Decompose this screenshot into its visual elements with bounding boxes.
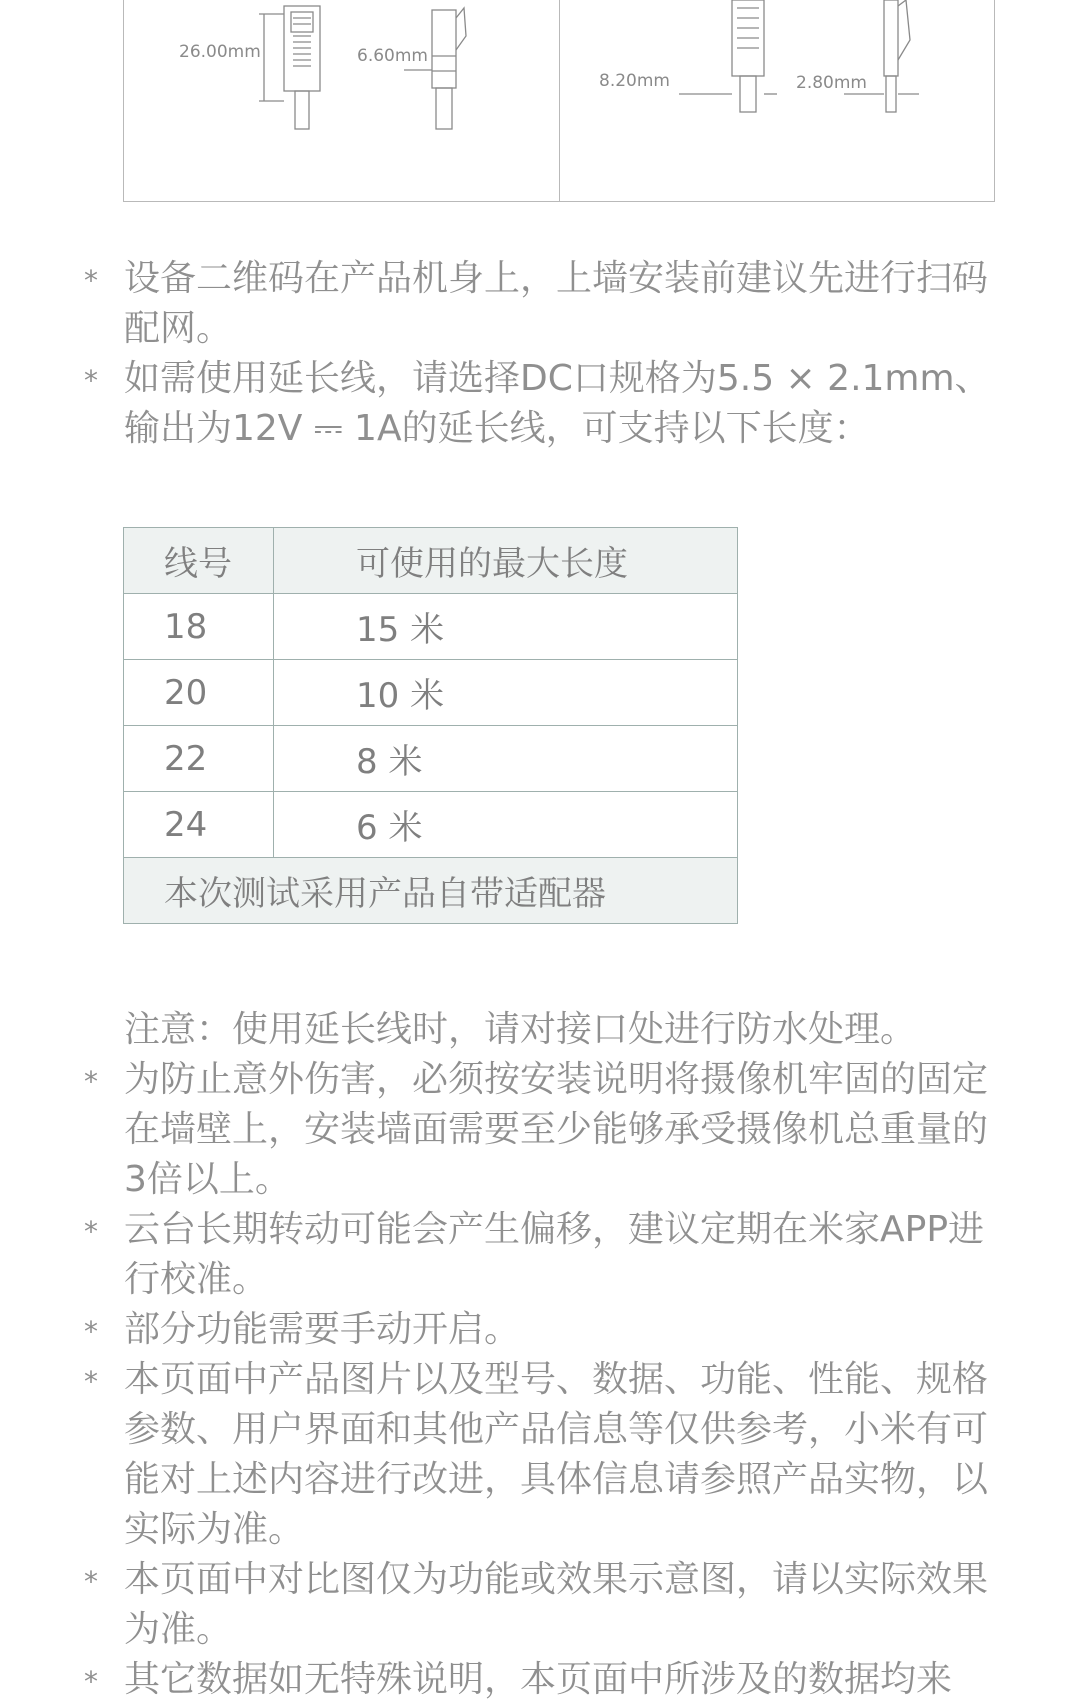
cell-max-length: 10 米 [274, 660, 738, 726]
note-text: 本页面中对比图仅为功能或效果示意图，请以实际效果为准。 [124, 1559, 989, 1650]
dc-plug-side-drawing [824, 0, 944, 121]
note-reference-only [0, 1355, 1080, 1555]
header-max-length: 可使用的最大长度 [274, 528, 738, 594]
table-header-row [124, 528, 738, 594]
table-row [124, 594, 738, 660]
note-marker: * [84, 364, 98, 397]
note-text: 为防止意外伤害，必须按安装说明将摄像机牢固的固定在墙壁上，安装墙面需要至少能够承受摄像机总重量的3倍以上。 [124, 1059, 989, 1200]
note-marker: * [84, 264, 98, 297]
note-mounting-safety [0, 1055, 1080, 1205]
notice-text: 注意：使用延长线时，请对接口处进行防水处理。 [124, 1009, 917, 1050]
note-extension-cable [0, 354, 1080, 454]
note-marker: * [84, 1215, 98, 1248]
header-wire-gauge: 线号 [124, 528, 274, 594]
table-row [124, 726, 738, 792]
note-qr-code [0, 254, 1080, 354]
waterproof-notice [0, 1005, 1080, 1055]
height-dimension-label: 26.00mm [179, 42, 261, 62]
cell-wire-gauge: 22 [124, 726, 274, 792]
note-marker: * [84, 1065, 98, 1098]
table-footer-note: 本次测试采用产品自带适配器 [124, 858, 738, 924]
notes-top [0, 254, 1080, 454]
note-text: 部分功能需要手动开启。 [124, 1309, 521, 1350]
width-dimension-label: 8.20mm [599, 71, 670, 91]
rj45-connector-front-drawing [259, 0, 389, 136]
cell-max-length: 8 米 [274, 726, 738, 792]
note-marker: * [84, 1665, 98, 1698]
thickness-dimension-label: 6.60mm [357, 46, 428, 66]
cell-wire-gauge: 24 [124, 792, 274, 858]
note-calibration [0, 1205, 1080, 1305]
note-text: 如需使用延长线，请选择DC口规格为5.5 × 2.1mm、输出为12V ⎓ 1A的延长线，可支持以下长度： [124, 358, 991, 449]
diagram-divider [559, 0, 560, 202]
cell-wire-gauge: 18 [124, 594, 274, 660]
note-text: 设备二维码在产品机身上，上墙安装前建议先进行扫码配网。 [124, 258, 989, 349]
note-marker: * [84, 1365, 98, 1398]
cell-max-length: 6 米 [274, 792, 738, 858]
note-text: 其它数据如无特殊说明，本页面中所涉及的数据均来 [124, 1659, 953, 1700]
cell-wire-gauge: 20 [124, 660, 274, 726]
rj45-connector-side-drawing [404, 0, 514, 136]
notes-bottom [0, 1005, 1080, 1705]
table-row [124, 792, 738, 858]
thickness-dimension-label-right: 2.80mm [796, 73, 867, 93]
cable-length-table [123, 527, 738, 924]
note-text: 本页面中产品图片以及型号、数据、功能、性能、规格参数、用户界面和其他产品信息等仅供参考，小米有可能对上述内容进行改进，具体信息请参照产品实物，以实际为准。 [124, 1359, 989, 1550]
note-marker: * [84, 1315, 98, 1348]
cell-max-length: 15 米 [274, 594, 738, 660]
connector-dimension-diagram [123, 0, 995, 202]
note-data-source [0, 1655, 1080, 1705]
note-marker: * [84, 1565, 98, 1598]
table-row [124, 660, 738, 726]
note-text: 云台长期转动可能会产生偏移，建议定期在米家APP进行校准。 [124, 1209, 985, 1300]
dc-plug-front-drawing [679, 0, 799, 121]
table-footer-row [124, 858, 738, 924]
note-comparison-images [0, 1555, 1080, 1655]
note-manual-features [0, 1305, 1080, 1355]
